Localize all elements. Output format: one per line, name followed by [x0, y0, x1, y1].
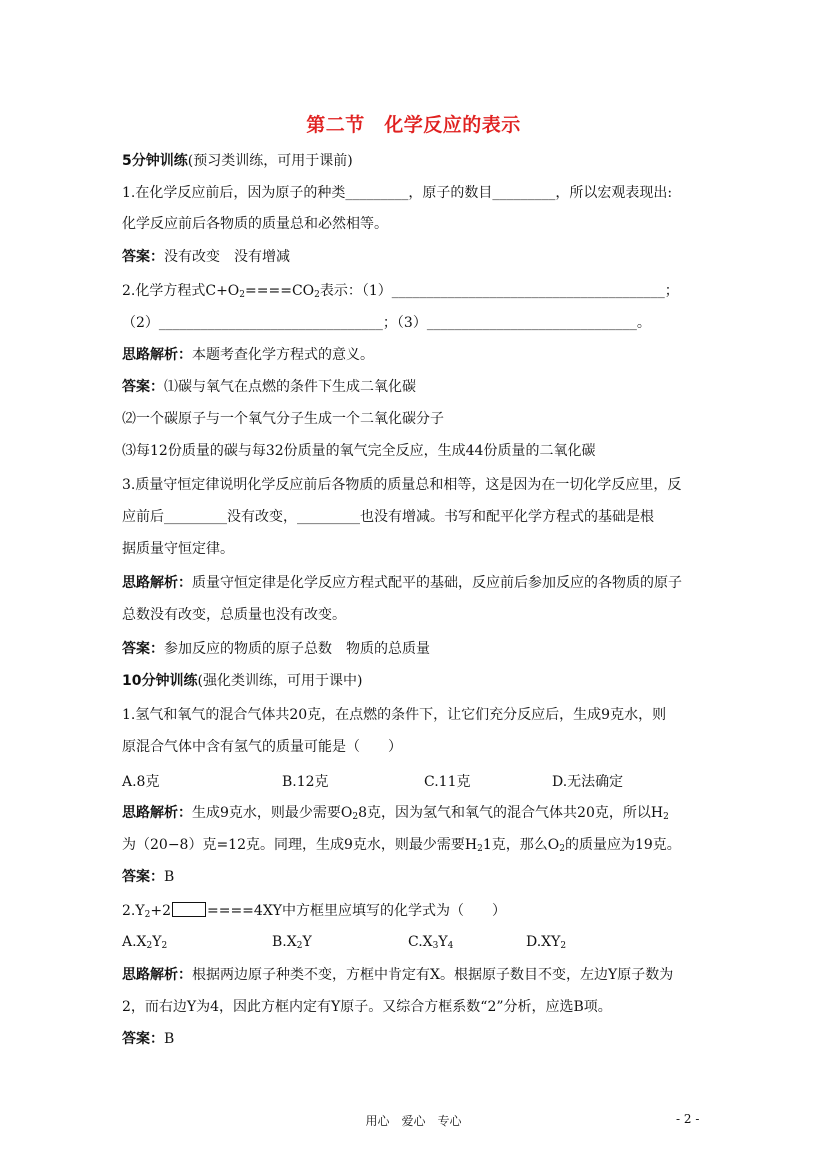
answer-text: ⑵一个碳原子与一个氧气分子生成一个二氧化碳分子: [122, 411, 444, 427]
subscript: 2: [559, 844, 565, 854]
analysis-text: 质量守恒定律是化学反应方程式配平的基础，反应前后参加反应的各物质的原子: [192, 575, 682, 591]
answer-line: [122, 378, 416, 396]
answer-label: 答案：: [122, 379, 164, 395]
analysis-text: 本题考查化学方程式的意义。: [192, 347, 374, 363]
question-text: 应前后_________没有改变，_________也没有增减。书写和配平化学方程式的基础是根: [122, 509, 654, 525]
analysis-label: 思路解析：: [122, 347, 192, 363]
page-title: 第二节 化学反应的表示: [306, 114, 521, 136]
subscript: 2: [314, 290, 320, 300]
subscript: 2: [352, 812, 359, 822]
section-label: 10分钟训练: [122, 673, 198, 689]
section-heading-5min: [122, 152, 353, 170]
section-note: (预习类训练，可用于课前): [187, 153, 353, 169]
equation-part: 2.Y: [122, 903, 145, 919]
answer-line: [122, 640, 430, 658]
page-number: - 2 -: [676, 1112, 700, 1126]
equation-part: ====CO: [245, 283, 315, 299]
question-text: 1.氢气和氧气的混合气体共20克，在点燃的条件下，让它们充分反应后，生成9克水，则: [122, 707, 667, 723]
analysis-line: [122, 966, 673, 984]
option-c: $C.X_3Y_4$: [408, 934, 454, 951]
option-a: $A.X_2Y_2$: [122, 934, 168, 951]
analysis-text: 8克，因为氢气和氧气的混合气体共20克，所以H: [358, 805, 664, 821]
analysis-text: 总数没有改变，总质量也没有改变。: [122, 607, 346, 623]
analysis-line: [122, 574, 682, 592]
question-text: 3.质量守恒定律说明化学反应前后各物质的质量总和相等，这是因为在一切化学反应里，反: [122, 477, 682, 493]
answer-text: B: [164, 1031, 175, 1047]
question-text: 据质量守恒定律。: [122, 541, 234, 557]
question-text: 化学反应前后各物质的质量总和必然相等。: [122, 216, 388, 232]
answer-text: B: [164, 869, 175, 885]
subscript: 2: [663, 812, 669, 822]
analysis-label: 思路解析：: [122, 805, 192, 821]
section-heading-10min: [122, 672, 362, 690]
question-text: 原混合气体中含有氢气的质量可能是（ ）: [122, 739, 402, 755]
answer-line: [122, 248, 290, 266]
option-b: $B.X_2Y$: [272, 934, 312, 951]
question-text: [122, 282, 679, 300]
answer-box: [172, 902, 206, 917]
analysis-line: [122, 346, 374, 364]
option-c: C.11克: [424, 774, 471, 790]
analysis-text: 为（20−8）克=12克。同理，生成9克水，则最少需要H: [122, 837, 478, 853]
subscript: 2: [239, 290, 246, 300]
question-text: ====4XY中方框里应填写的化学式为（ ）: [206, 903, 507, 919]
subscript: 2: [144, 910, 151, 920]
analysis-label: 思路解析：: [122, 575, 192, 591]
answer-text: ⑶每12份质量的碳与每32份质量的氧气完全反应，生成44份质量的二氧化碳: [122, 443, 596, 459]
question-text: [122, 902, 506, 920]
answer-text: ⑴碳与氧气在点燃的条件下生成二氧化碳: [164, 379, 416, 395]
analysis-label: 思路解析：: [122, 967, 192, 983]
option-b: B.12克: [282, 774, 329, 790]
question-blank: 表示：（1）_______________________________________；: [319, 283, 679, 299]
section-note: (强化类训练，可用于课中): [197, 673, 363, 689]
option-d: $D.XY_2$: [526, 934, 567, 951]
option-a: A.8克: [122, 774, 160, 790]
answer-text: 参加反应的物质的原子总数 物质的总质量: [164, 641, 430, 657]
analysis-text: 1克，那么O: [482, 837, 560, 853]
footer-motto: 用心 爱心 专心: [365, 1114, 462, 1128]
question-text: 1.在化学反应前后，因为原子的种类_________，原子的数目_________，所以宏观表现出:: [122, 185, 673, 201]
answer-line: [122, 868, 174, 886]
analysis-text: 根据两边原子种类不变，方框中肯定有X。根据原子数目不变，左边Y原子数为: [192, 967, 674, 983]
answer-label: 答案：: [122, 249, 164, 265]
equation-part: +2: [150, 903, 171, 919]
answer-label: 答案：: [122, 1031, 164, 1047]
section-label: 5分钟训练: [122, 153, 188, 169]
answer-label: 答案：: [122, 869, 164, 885]
answer-label: 答案：: [122, 641, 164, 657]
analysis-text: 2，而右边Y为4，因此方框内定有Y原子。又综合方框系数“2”分析，应选B项。: [122, 999, 612, 1015]
analysis-line: [122, 804, 669, 822]
question-text: （2）________________________________；（3）______________________________。: [122, 315, 651, 331]
answer-text: 没有改变 没有增减: [164, 249, 290, 265]
analysis-text: 的质量应为19克。: [564, 837, 681, 853]
option-d: D.无法确定: [552, 774, 624, 790]
subscript: 2: [477, 844, 483, 854]
analysis-text: 生成9克水，则最少需要O: [192, 805, 353, 821]
equation-part: 2.化学方程式C+O: [122, 283, 240, 299]
answer-line: [122, 1030, 174, 1048]
analysis-line: [122, 836, 681, 854]
